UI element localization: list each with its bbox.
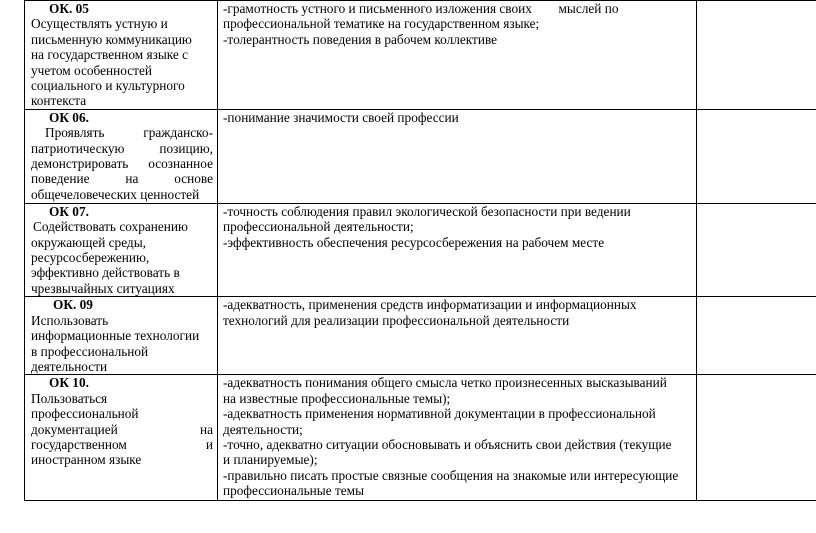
result-line: на известные профессиональные темы); — [223, 390, 451, 406]
competency-text-line: окружающей среды, — [31, 234, 146, 250]
competency-text-line: документацией на — [31, 421, 213, 437]
competency-text-line: иностранном языке — [31, 452, 142, 468]
table-row — [25, 297, 816, 375]
competency-text-line: в профессиональной — [31, 343, 149, 359]
competency-code: ОК 10. — [49, 375, 89, 391]
competency-text-line: ресурсосбережению, — [31, 250, 150, 266]
competency-text-line: государственном и — [31, 436, 213, 452]
result-line: -адекватность, применения средств информатизации и информационных — [223, 297, 637, 313]
competency-text-line: общечеловеческих ценностей — [31, 186, 200, 202]
result-line: и планируемые); — [223, 452, 318, 468]
competency-text-line: Содействовать сохранению — [33, 219, 188, 235]
result-line: технологий для реализации профессиональной деятельности — [223, 312, 570, 328]
competency-code: ОК 07. — [49, 203, 89, 219]
table-row — [25, 109, 816, 203]
competency-text-line: деятельности — [31, 358, 108, 374]
competency-text-line: Использовать — [31, 312, 109, 328]
result-line: -толерантность поведения в рабочем коллективе — [223, 31, 498, 47]
table-row — [25, 375, 816, 501]
result-line: -грамотность устного и письменного изложения своих мыслей по — [223, 1, 619, 16]
result-line: профессиональной тематике на государственном языке; — [223, 16, 540, 32]
empty-cell — [697, 109, 816, 203]
results-cell — [218, 375, 697, 501]
results-cell — [218, 109, 697, 203]
competency-text-line: патриотическую позицию, — [31, 140, 213, 156]
competency-table — [24, 0, 816, 501]
competency-cell — [25, 375, 218, 501]
competency-text-line: информационные технологии — [31, 328, 200, 344]
empty-cell — [697, 203, 816, 296]
competency-text-line: письменную коммуникацию — [31, 31, 192, 47]
competency-text-line: поведение на основе — [31, 171, 213, 187]
result-line: -понимание значимости своей профессии — [223, 109, 459, 125]
competency-text-line: эффективно действовать в — [31, 265, 180, 281]
competency-text-line: Осуществлять устную и — [31, 16, 168, 32]
competency-text-line: демонстрировать осознанное — [31, 156, 213, 172]
competency-text-line: профессиональной — [31, 406, 139, 422]
competency-text-line: учетом особенностей — [31, 62, 152, 78]
result-line: деятельности; — [223, 421, 303, 437]
competency-text-line: чрезвычайных ситуациях — [31, 280, 175, 296]
competency-code: ОК. 05 — [49, 1, 89, 16]
competency-text-line: контекста — [31, 93, 87, 109]
table-row — [25, 203, 816, 296]
empty-cell — [697, 375, 816, 501]
result-line: -точно, адекватно ситуации обосновывать и объяснить свои действия (текущие — [223, 436, 672, 452]
competency-code: ОК 06. — [49, 109, 89, 125]
empty-cell — [697, 1, 816, 110]
result-line: -правильно писать простые связные сообщения на знакомые или интересующие — [223, 467, 679, 483]
result-line: профессиональной деятельности; — [223, 219, 414, 235]
competency-cell — [25, 109, 218, 203]
result-line: -адекватность понимания общего смысла четко произнесенных высказываний — [223, 375, 667, 391]
competency-code: ОК. 09 — [53, 297, 93, 313]
competency-text-line: на государственном языке с — [31, 47, 189, 63]
result-line: -эффективность обеспечения ресурсосбережения на рабочем месте — [223, 234, 605, 250]
competency-cell — [25, 297, 218, 375]
competency-text-line: Проявлять гражданско- — [45, 125, 213, 141]
competency-cell — [25, 1, 218, 110]
results-cell — [218, 1, 697, 110]
results-cell — [218, 297, 697, 375]
result-line: профессиональные темы — [223, 483, 365, 499]
table-row — [25, 1, 816, 110]
competency-text-line: социального и культурного — [31, 78, 185, 94]
empty-cell — [697, 297, 816, 375]
competency-cell — [25, 203, 218, 296]
result-line: -адекватность применения нормативной документации в профессиональной — [223, 406, 656, 422]
result-line: -точность соблюдения правил экологической безопасности при ведении — [223, 203, 631, 219]
results-cell — [218, 203, 697, 296]
competency-text-line: Пользоваться — [31, 390, 108, 406]
